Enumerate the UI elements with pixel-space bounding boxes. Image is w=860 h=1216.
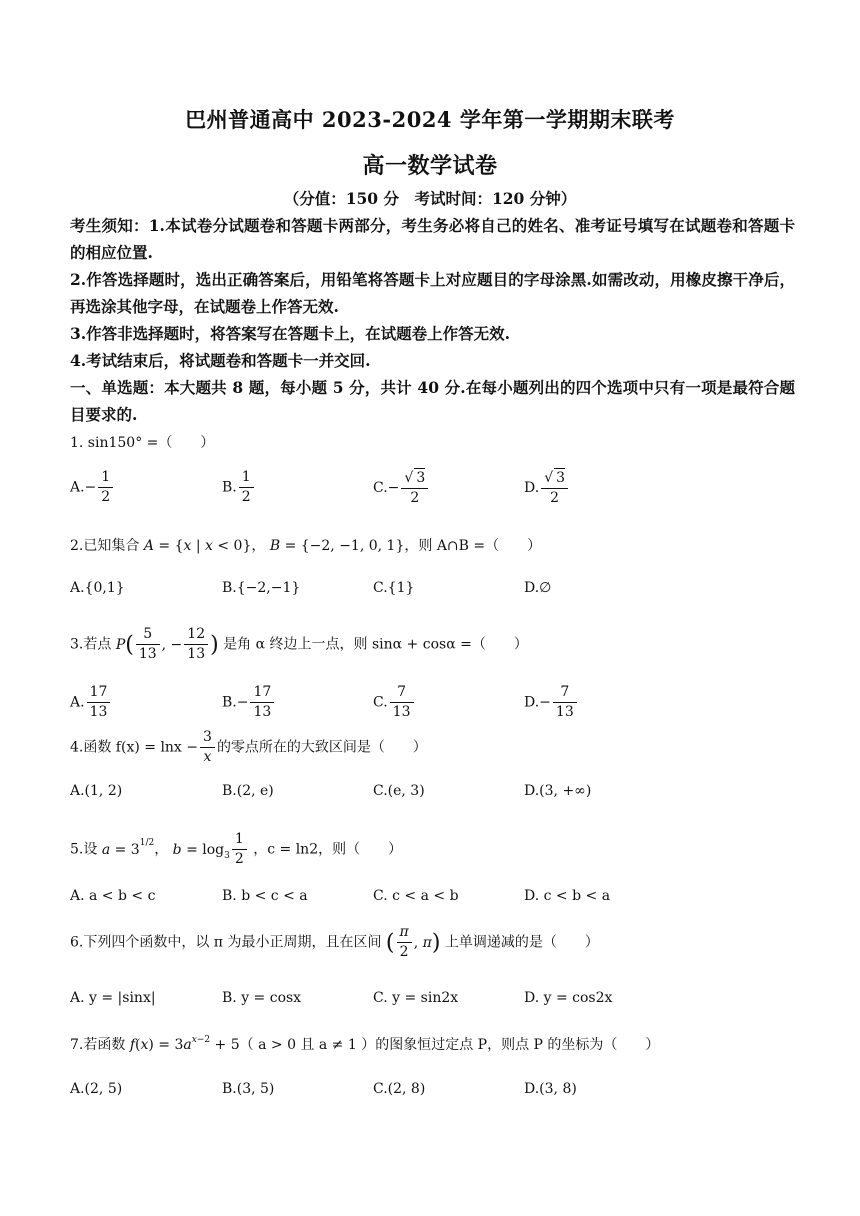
q7-option-a: A.(2, 5) [70,1081,123,1097]
q2-set-a: A = {x | x < 0} [143,538,252,554]
q7-option-b: B.(3, 5) [222,1081,275,1097]
exam-subtitle: 高一数学试卷 [362,153,498,179]
q5-option-b: B. b < c < a [222,888,308,904]
question-4 [70,728,427,767]
q3-option-d: D.− $\frac{7}{13}$ [524,683,579,722]
q2-set-b: B = {−2, −1, 0, 1} [269,538,405,554]
q4-stem-pre: 4.函数 f(x) = lnx − [70,739,199,756]
q7-option-c: C.(2, 8) [373,1081,426,1097]
question-1: 1. sin150° =（ ） [70,435,215,451]
q7-stem-mid: （ a > 0 且 a ≠ 1 ）的图象恒过定点 P，则点 P 的坐标为（ ） [239,1037,660,1053]
q2-stem-mid: ， [251,538,266,554]
exam-title: 巴州普通高中 2023-2024 学年第一学期期末联考 [185,107,675,132]
question-5: 5.设 $a = 3^{1/2}$， $b = \log_3$ $\frac{1}{2}$ ，c = ln2，则（ ） [70,831,403,867]
q2-option-d: D.∅ [524,580,552,596]
q5-stem-pre: 5.设 [70,841,98,858]
q2-option-b: B.{−2,−1} [222,580,301,596]
q6-interval: ( $\frac{\pi}{2}$ , π) [385,924,441,960]
q5-option-d: D. c < b < a [524,888,611,904]
q2-stem-post: ，则 A∩B =（ ） [404,538,542,554]
question-3 [70,625,528,664]
q2-option-c: C.{1} [373,580,415,596]
q3-option-b: B.− $\frac{17}{13}$ [222,683,276,722]
q3-option-c: C. $\frac{7}{13}$ [373,683,416,722]
q6-stem-pre: 6.下列四个函数中，以 π 为最小正周期，且在区间 [70,934,382,951]
exam-meta: （分值：150 分 考试时间：120 分钟） [283,189,577,208]
q3-point: P( $\frac{5}{13}$ , − $\frac{12}{13}$ ) [115,626,219,662]
q6-option-b: B. y = cosx [222,990,302,1006]
q6-option-d: D. y = cos2x [524,990,613,1006]
instruction-2: 2.作答选择题时，选出正确答案后，用铅笔将答题卡上对应题目的字母涂黑.如需改动，用橡皮擦干净后，再选涂其他字母，在试题卷上作答无效. [70,270,795,316]
q3-option-a: A. $\frac{17}{13}$ [70,683,112,722]
q5-a-def: $a = 3^{1/2}$ [101,837,155,858]
instruction-1: 考生须知：1.本试卷分试题卷和答题卡两部分，考生务必将自己的姓名、准考证号填写在试题卷和答题卡的相应位置. [70,216,795,262]
q4-option-b: B.(2, e) [222,783,274,799]
q6-option-a: A. y = |sinx| [70,990,156,1006]
question-6 [70,923,599,962]
q4-option-a: A.(1, 2) [70,783,123,799]
q2-option-a: A.{0,1} [70,580,125,596]
question-2 [70,535,541,555]
q4-stem-post: 的零点所在的大致区间是（ ） [216,739,427,756]
q4-option-d: D.(3, +∞) [524,783,592,799]
instruction-3: 3.作答非选择题时，将答案写在答题卡上，在试题卷上作答无效. [70,324,511,343]
q7-option-d: D.(3, 8) [524,1081,577,1097]
q3-stem-pre: 3.若点 [70,636,112,653]
section-heading: 一、单选题：本大题共 8 题，每小题 5 分，共计 40 分.在每小题列出的四个选项中只有一项是最符合题目要求的. [70,378,795,424]
q2-stem-pre: 2.已知集合 [70,538,140,554]
q4-fraction: $\frac{3}{x}$ [200,728,215,767]
q1-option-c: C.− $\frac{√ 3}{2}$ [373,468,430,508]
q5-stem-post: ，c = ln2，则（ ） [253,841,403,858]
question-7 [70,1034,659,1054]
q1-option-a: A.− $\frac{1}{2}$ [70,468,115,507]
q7-stem-pre: 7.若函数 [70,1037,126,1053]
q3-stem-post: 是角 α 终边上一点，则 sinα + cosα =（ ） [223,636,528,653]
instruction-4: 4.考试结束后，将试题卷和答题卡一并交回. [70,351,371,370]
q7-function: $f(x) = 3a^{x-2} + 5$ [129,1035,240,1053]
q5-option-c: C. c < a < b [373,888,459,904]
q5-b-def: $b = \log_3$ $\frac{1}{2}$ [173,842,249,858]
q5-option-a: A. a < b < c [70,888,156,904]
q6-option-c: C. y = sin2x [373,990,459,1006]
q6-stem-post: 上单调递减的是（ ） [444,934,599,951]
q1-option-d: D. $\frac{√ 3}{2}$ [524,468,570,508]
q1-option-b: B. $\frac{1}{2}$ [222,468,256,507]
q4-option-c: C.(e, 3) [373,783,425,799]
